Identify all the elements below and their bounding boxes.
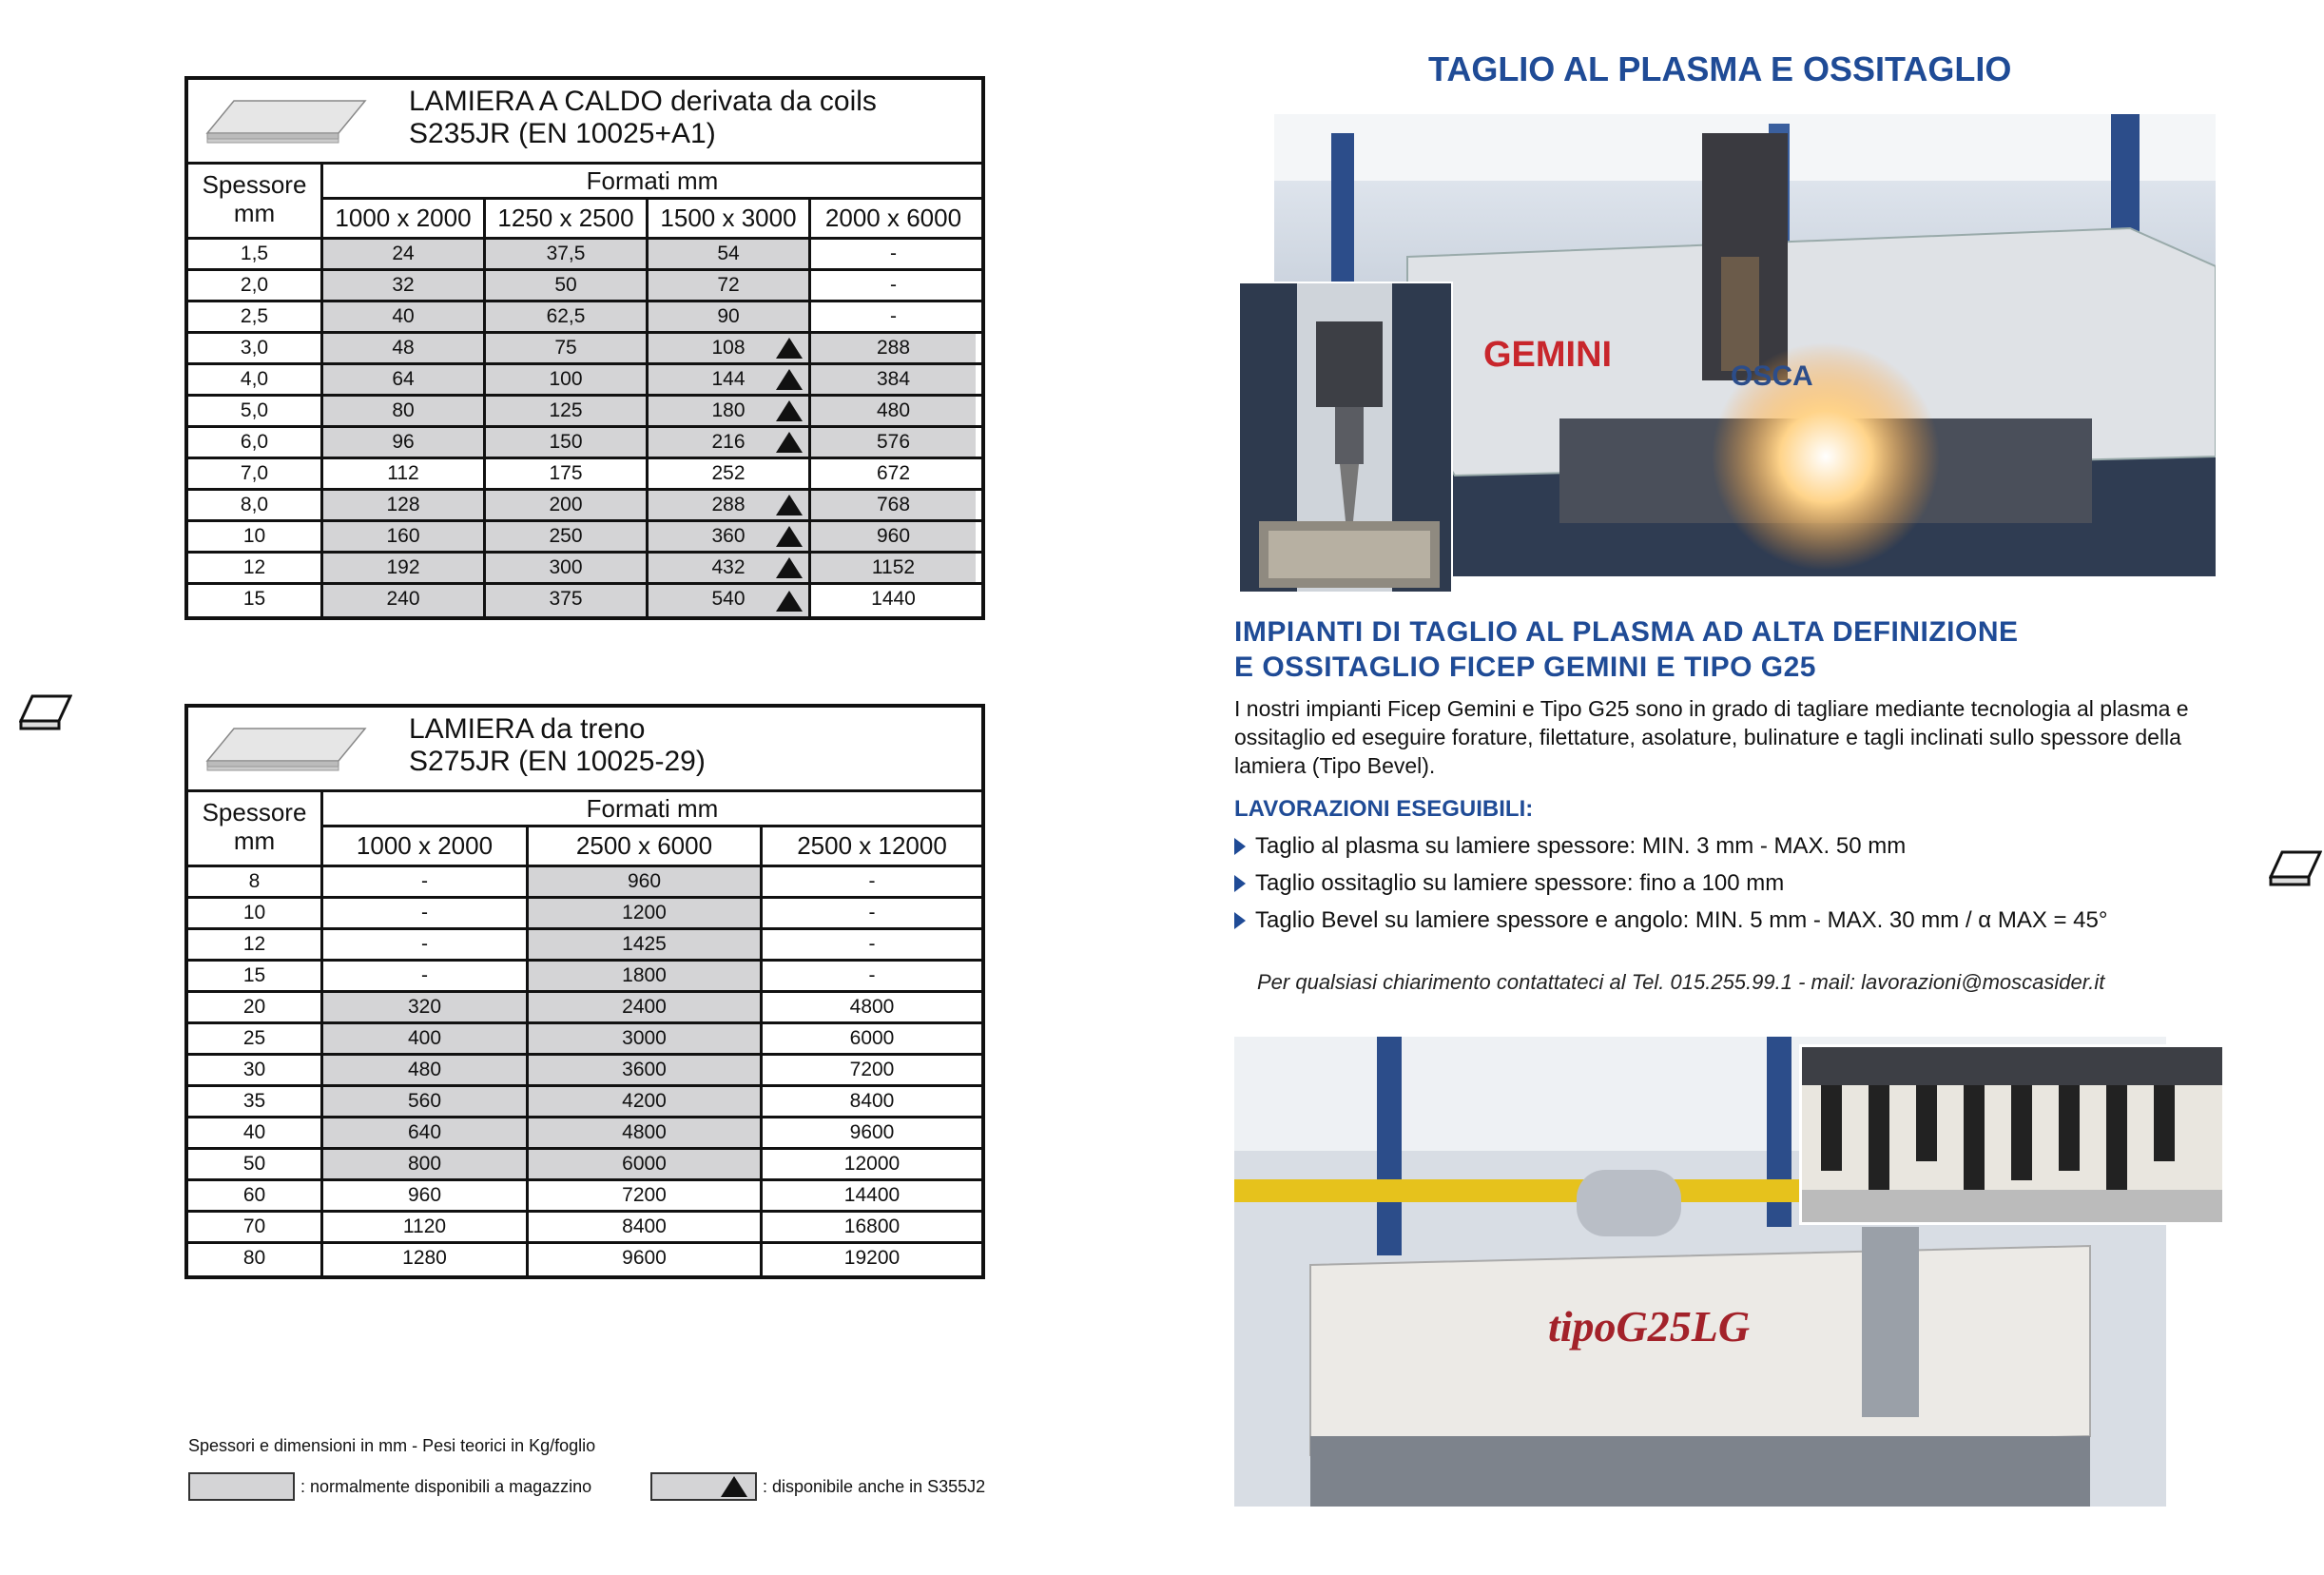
thickness-cell: 60 xyxy=(188,1181,323,1210)
weight-cell: - xyxy=(868,933,876,955)
weight-cell: 180 xyxy=(649,397,811,425)
thickness-cell: 2,0 xyxy=(188,271,323,300)
weight-cell: - xyxy=(323,930,529,959)
table-lamiera-caldo xyxy=(184,76,985,620)
table-row xyxy=(188,1024,981,1056)
weight-cell: - xyxy=(323,867,529,896)
table-title: LAMIERA da treno S275JR (EN 10025-29) xyxy=(409,713,706,777)
thickness-cell: 6,0 xyxy=(188,428,323,457)
weight-cell: 4200 xyxy=(529,1087,763,1116)
thickness-cell: 30 xyxy=(188,1056,323,1084)
thickness-cell: 50 xyxy=(188,1150,323,1178)
table-row xyxy=(188,334,981,365)
weight-cell: - xyxy=(890,274,897,296)
weight-cell: 375 xyxy=(486,585,649,616)
lavorazioni-title: LAVORAZIONI ESEGUIBILI: xyxy=(1234,796,1534,822)
weight-cell: 200 xyxy=(486,491,649,519)
weight-cell: 75 xyxy=(486,334,649,362)
thickness-cell: 40 xyxy=(188,1118,323,1147)
table-row xyxy=(188,867,981,899)
contact-line: Per qualsiasi chiarimento contattateci al Tel. 015.255.99.1 - mail: lavorazioni@moscasider.it xyxy=(1257,970,2105,994)
table-row xyxy=(188,491,981,522)
weight-cell: 4800 xyxy=(529,1118,763,1147)
table-header xyxy=(188,708,981,792)
osca-label: OSCA xyxy=(1731,360,1813,392)
thickness-cell: 8,0 xyxy=(188,491,323,519)
weight-cell: 14400 xyxy=(843,1184,901,1206)
triangle-icon xyxy=(776,400,803,421)
weight-cell: 7200 xyxy=(849,1059,895,1080)
format-column-header: 1000 x 2000 xyxy=(323,200,486,237)
weight-cell: 960 xyxy=(323,1181,529,1210)
table-row xyxy=(188,1056,981,1087)
weight-cell: - xyxy=(323,962,529,990)
thickness-cell: 10 xyxy=(188,899,323,927)
weight-cell: 80 xyxy=(323,397,486,425)
thickness-cell: 15 xyxy=(188,962,323,990)
table-title: LAMIERA A CALDO derivata da coils S235JR (EN 10025+A1) xyxy=(409,86,877,149)
steel-sheet-icon xyxy=(205,95,367,150)
thickness-cell: 12 xyxy=(188,930,323,959)
weight-cell: 150 xyxy=(486,428,649,457)
weight-cell: 540 xyxy=(649,585,811,616)
triangle-icon xyxy=(721,1476,747,1497)
weight-cell: 320 xyxy=(323,993,529,1021)
weight-cell: 252 xyxy=(649,459,811,488)
weight-cell: - xyxy=(868,902,876,924)
weight-cell: 128 xyxy=(323,491,486,519)
arrow-bullet-icon xyxy=(1234,838,1246,855)
table-row xyxy=(188,585,981,616)
format-column-header: 1000 x 2000 xyxy=(323,827,529,865)
thickness-cell: 2,5 xyxy=(188,302,323,331)
format-column-header: 2500 x 12000 xyxy=(797,831,947,860)
format-column-header: 2500 x 6000 xyxy=(529,827,763,865)
table-lamiera-treno xyxy=(184,704,985,1279)
weight-cell: - xyxy=(868,870,876,892)
legend-stock: : normalmente disponibili a magazzino xyxy=(188,1472,591,1501)
weight-cell: 1440 xyxy=(871,588,916,610)
table-row xyxy=(188,962,981,993)
table-row xyxy=(188,428,981,459)
table-row xyxy=(188,522,981,554)
table-row xyxy=(188,554,981,585)
weight-cell: 54 xyxy=(649,240,811,268)
table-row xyxy=(188,1244,981,1275)
weight-cell: 300 xyxy=(486,554,649,582)
weight-cell: 8400 xyxy=(529,1213,763,1241)
weight-cell: 288 xyxy=(649,491,811,519)
thickness-cell: 15 xyxy=(188,585,323,616)
gemini-label: GEMINI xyxy=(1483,335,1613,375)
weight-cell: 3600 xyxy=(529,1056,763,1084)
weight-cell: 112 xyxy=(323,459,486,488)
weight-cell: 72 xyxy=(649,271,811,300)
thickness-cell: 8 xyxy=(188,867,323,896)
gray-swatch-triangle xyxy=(650,1472,757,1501)
legend-s355: : disponibile anche in S355J2 xyxy=(650,1472,985,1501)
weight-cell: 125 xyxy=(486,397,649,425)
triangle-icon xyxy=(776,369,803,390)
weight-cell: - xyxy=(890,305,897,327)
format-column-header: 1250 x 2500 xyxy=(486,200,649,237)
bullet-item: Taglio al plasma su lamiere spessore: MIN. 3 mm - MAX. 50 mm xyxy=(1234,833,1906,860)
weight-cell: 1120 xyxy=(323,1213,529,1241)
triangle-icon xyxy=(776,526,803,547)
table-row xyxy=(188,1213,981,1244)
triangle-icon xyxy=(776,338,803,359)
weight-cell: 250 xyxy=(486,522,649,551)
weight-cell: 6000 xyxy=(849,1027,895,1049)
table-row xyxy=(188,271,981,302)
weight-cell: 768 xyxy=(811,491,976,519)
thickness-cell: 80 xyxy=(188,1244,323,1275)
weight-cell: 48 xyxy=(323,334,486,362)
weight-cell: 288 xyxy=(811,334,976,362)
weight-cell: 12000 xyxy=(843,1153,901,1175)
page-corner-icon xyxy=(2269,848,2322,890)
weight-cell: 64 xyxy=(323,365,486,394)
triangle-icon xyxy=(776,495,803,515)
formats-header: Formati mm xyxy=(323,165,981,200)
table-row xyxy=(188,1118,981,1150)
weight-cell: - xyxy=(323,899,529,927)
thickness-cell: 35 xyxy=(188,1087,323,1116)
thickness-cell: 1,5 xyxy=(188,240,323,268)
table-row xyxy=(188,240,981,271)
weight-cell: 960 xyxy=(811,522,976,551)
table-row xyxy=(188,365,981,397)
weight-cell: 1800 xyxy=(529,962,763,990)
table-row xyxy=(188,1150,981,1181)
weight-cell: 108 xyxy=(649,334,811,362)
triangle-icon xyxy=(776,557,803,578)
table-row xyxy=(188,930,981,962)
table-row xyxy=(188,899,981,930)
triangle-icon xyxy=(776,591,803,612)
weight-cell: 62,5 xyxy=(486,302,649,331)
arrow-bullet-icon xyxy=(1234,912,1246,929)
weight-cell: 216 xyxy=(649,428,811,457)
bullet-item: Taglio Bevel su lamiere spessore e angolo: MIN. 5 mm - MAX. 30 mm / α MAX = 45° xyxy=(1234,907,2107,934)
thickness-cell: 10 xyxy=(188,522,323,551)
g25-label: tipoG25LG xyxy=(1548,1302,1751,1351)
section-description: I nostri impianti Ficep Gemini e Tipo G25 sono in grado di tagliare mediante tecnologia al plasma e ossitaglio ed eseguire forature, filettature, asolature, bulinature e tagli inclinati sullo spessore della lamiera (Tipo Bevel). xyxy=(1234,696,2189,778)
triangle-icon xyxy=(776,432,803,453)
weight-cell: 6000 xyxy=(529,1150,763,1178)
table-row xyxy=(188,1087,981,1118)
weight-cell: 560 xyxy=(323,1087,529,1116)
weight-cell: 2400 xyxy=(529,993,763,1021)
thickness-cell: 4,0 xyxy=(188,365,323,394)
weight-cell: - xyxy=(868,964,876,986)
weight-cell: 672 xyxy=(876,462,911,484)
arrow-bullet-icon xyxy=(1234,875,1246,892)
section-title: IMPIANTI DI TAGLIO AL PLASMA AD ALTA DEFINIZIONE E OSSITAGLIO FICEP GEMINI E TIPO G25 xyxy=(1234,616,2019,683)
weight-cell: 576 xyxy=(811,428,976,457)
weight-cell: - xyxy=(890,243,897,264)
photo-tool-heads xyxy=(1799,1044,2225,1225)
weight-cell: 24 xyxy=(323,240,486,268)
table-row xyxy=(188,397,981,428)
weight-cell: 100 xyxy=(486,365,649,394)
weight-cell: 960 xyxy=(529,867,763,896)
gray-swatch xyxy=(188,1472,295,1501)
weight-cell: 400 xyxy=(323,1024,529,1053)
weight-cell: 192 xyxy=(323,554,486,582)
format-column-header: 2000 x 6000 xyxy=(824,204,962,232)
weight-cell: 9600 xyxy=(529,1244,763,1275)
weight-cell: 9600 xyxy=(849,1121,895,1143)
weight-cell: 384 xyxy=(811,365,976,394)
formats-header: Formati mm xyxy=(323,792,981,827)
format-column-header: 1500 x 3000 xyxy=(649,200,811,237)
thickness-cell: 20 xyxy=(188,993,323,1021)
weight-cell: 1200 xyxy=(529,899,763,927)
weight-cell: 16800 xyxy=(843,1215,901,1237)
weight-cell: 8400 xyxy=(849,1090,895,1112)
legend-note: Spessori e dimensioni in mm - Pesi teorici in Kg/foglio xyxy=(188,1436,596,1455)
thickness-cell: 12 xyxy=(188,554,323,582)
weight-cell: 480 xyxy=(323,1056,529,1084)
thickness-cell: 5,0 xyxy=(188,397,323,425)
table-row xyxy=(188,1181,981,1213)
weight-cell: 160 xyxy=(323,522,486,551)
table-row xyxy=(188,302,981,334)
weight-cell: 40 xyxy=(323,302,486,331)
thickness-cell: 25 xyxy=(188,1024,323,1053)
weight-cell: 19200 xyxy=(843,1247,901,1269)
table-row xyxy=(188,459,981,491)
thickness-header: Spessore mm xyxy=(188,792,323,865)
weight-cell: 1152 xyxy=(811,554,976,582)
weight-cell: 90 xyxy=(649,302,811,331)
bullet-item: Taglio ossitaglio su lamiere spessore: fino a 100 mm xyxy=(1234,870,1784,897)
weight-cell: 3000 xyxy=(529,1024,763,1053)
thickness-cell: 70 xyxy=(188,1213,323,1241)
weight-cell: 7200 xyxy=(529,1181,763,1210)
thickness-header: Spessore mm xyxy=(188,165,323,237)
weight-cell: 640 xyxy=(323,1118,529,1147)
table-header xyxy=(188,80,981,165)
weight-cell: 37,5 xyxy=(486,240,649,268)
weight-cell: 4800 xyxy=(849,996,895,1018)
weight-cell: 175 xyxy=(486,459,649,488)
steel-sheet-icon xyxy=(205,723,367,778)
page-corner-icon xyxy=(19,692,72,734)
weight-cell: 50 xyxy=(486,271,649,300)
weight-cell: 240 xyxy=(323,585,486,616)
weight-cell: 1280 xyxy=(323,1244,529,1275)
weight-cell: 432 xyxy=(649,554,811,582)
weight-cell: 480 xyxy=(811,397,976,425)
page-title: TAGLIO AL PLASMA E OSSITAGLIO xyxy=(1428,49,2012,88)
weight-cell: 96 xyxy=(323,428,486,457)
weight-cell: 144 xyxy=(649,365,811,394)
thickness-cell: 7,0 xyxy=(188,459,323,488)
photo-torch-closeup xyxy=(1238,282,1453,593)
weight-cell: 1425 xyxy=(529,930,763,959)
weight-cell: 360 xyxy=(649,522,811,551)
weight-cell: 32 xyxy=(323,271,486,300)
table-row xyxy=(188,993,981,1024)
thickness-cell: 3,0 xyxy=(188,334,323,362)
weight-cell: 800 xyxy=(323,1150,529,1178)
